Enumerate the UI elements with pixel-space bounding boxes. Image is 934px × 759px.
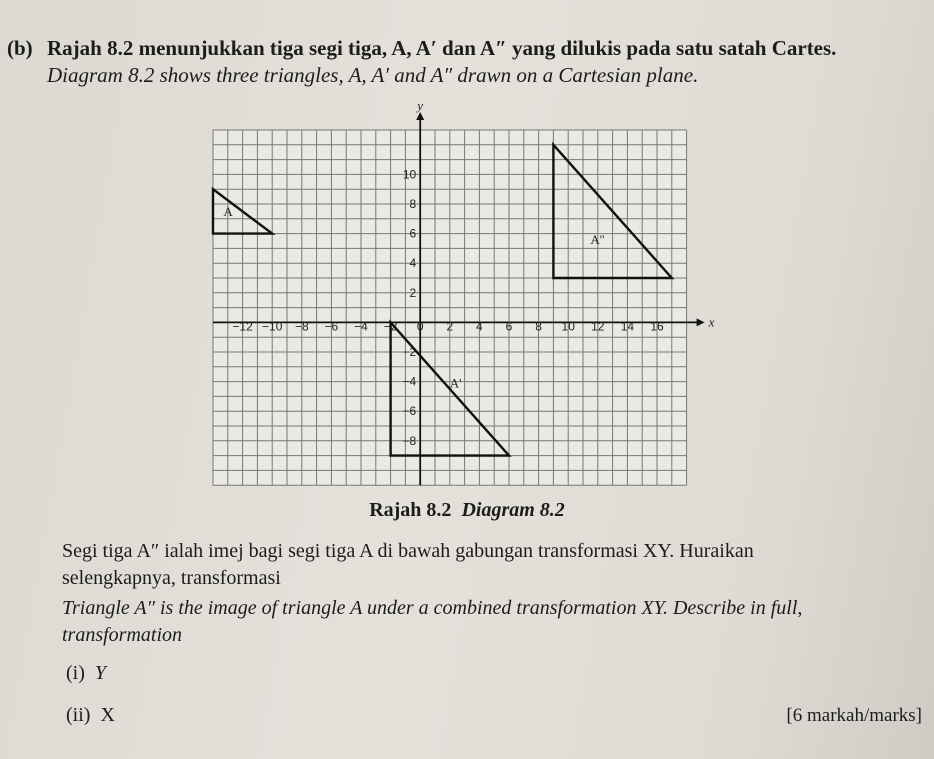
body-malay-line2: selengkapnya, transformasi: [62, 567, 281, 589]
triangle-label-a-prime: A': [449, 375, 462, 391]
y-tick-label: 6: [409, 226, 417, 241]
item-i: [66, 662, 106, 685]
x-tick-label: 12: [591, 319, 605, 334]
y-tick-label: −6: [402, 404, 417, 419]
x-tick-label: 0: [416, 319, 424, 334]
x-tick-label: −4: [354, 319, 368, 334]
item-ii-number: (ii): [66, 704, 91, 726]
y-tick-label: 8: [409, 197, 417, 211]
x-tick-label: 10: [561, 319, 575, 334]
x-tick-label: −8: [294, 319, 309, 334]
body-english-line1: Triangle A″ is the image of triangle A under a combined transformation XY. Describe in full,: [62, 597, 803, 619]
y-tick-label: 2: [409, 285, 417, 300]
body-malay-line1: Segi tiga A″ ialah imej bagi segi tiga A di bawah gabungan transformasi XY. Huraikan: [62, 540, 754, 562]
caption-english: Diagram 8.2: [461, 499, 565, 521]
x-tick-label: 14: [620, 319, 635, 334]
x-tick-label: 4: [476, 319, 483, 334]
y-tick-label: −8: [402, 433, 417, 448]
x-tick-label: −10: [262, 319, 283, 334]
item-ii: [66, 704, 115, 727]
triangle-label-a: A: [223, 203, 233, 219]
cartesian-diagram: [205, 98, 715, 480]
y-axis-arrow: [416, 112, 424, 120]
x-tick-label: −6: [324, 319, 339, 334]
y-tick-label: −4: [402, 374, 417, 389]
question-text-english: Diagram 8.2 shows three triangles, A, A′ and A″ drawn on a Cartesian plane.: [47, 63, 699, 87]
x-tick-label: −12: [232, 319, 253, 334]
caption-malay: Rajah 8.2: [369, 499, 452, 521]
x-axis-label: x: [708, 314, 715, 330]
x-tick-label: 2: [446, 319, 454, 334]
x-tick-label: 6: [505, 319, 513, 334]
y-tick-label: −2: [402, 345, 417, 359]
y-axis-label: y: [417, 98, 423, 113]
y-tick-label: 4: [409, 256, 417, 271]
x-tick-label: 16: [650, 319, 664, 334]
item-i-text: Y: [94, 662, 107, 684]
x-axis-arrow: [697, 318, 705, 326]
diagram-caption: [0, 499, 934, 522]
question-label: (b): [7, 36, 33, 60]
x-tick-label: 8: [535, 319, 542, 334]
item-i-number: (i): [66, 662, 85, 684]
body-english-line2: transformation: [62, 624, 183, 646]
triangle-label-a-double-prime: A'': [590, 231, 605, 247]
marks-label: [6 markah/marks]: [786, 705, 922, 726]
x-tick-label: −2: [383, 319, 398, 334]
y-tick-label: 10: [402, 167, 417, 182]
item-ii-text: X: [100, 704, 115, 726]
question-text-malay: Rajah 8.2 menunjukkan tiga segi tiga, A, A′ dan A″ yang dilukis pada satu satah Cartes.: [47, 36, 837, 60]
